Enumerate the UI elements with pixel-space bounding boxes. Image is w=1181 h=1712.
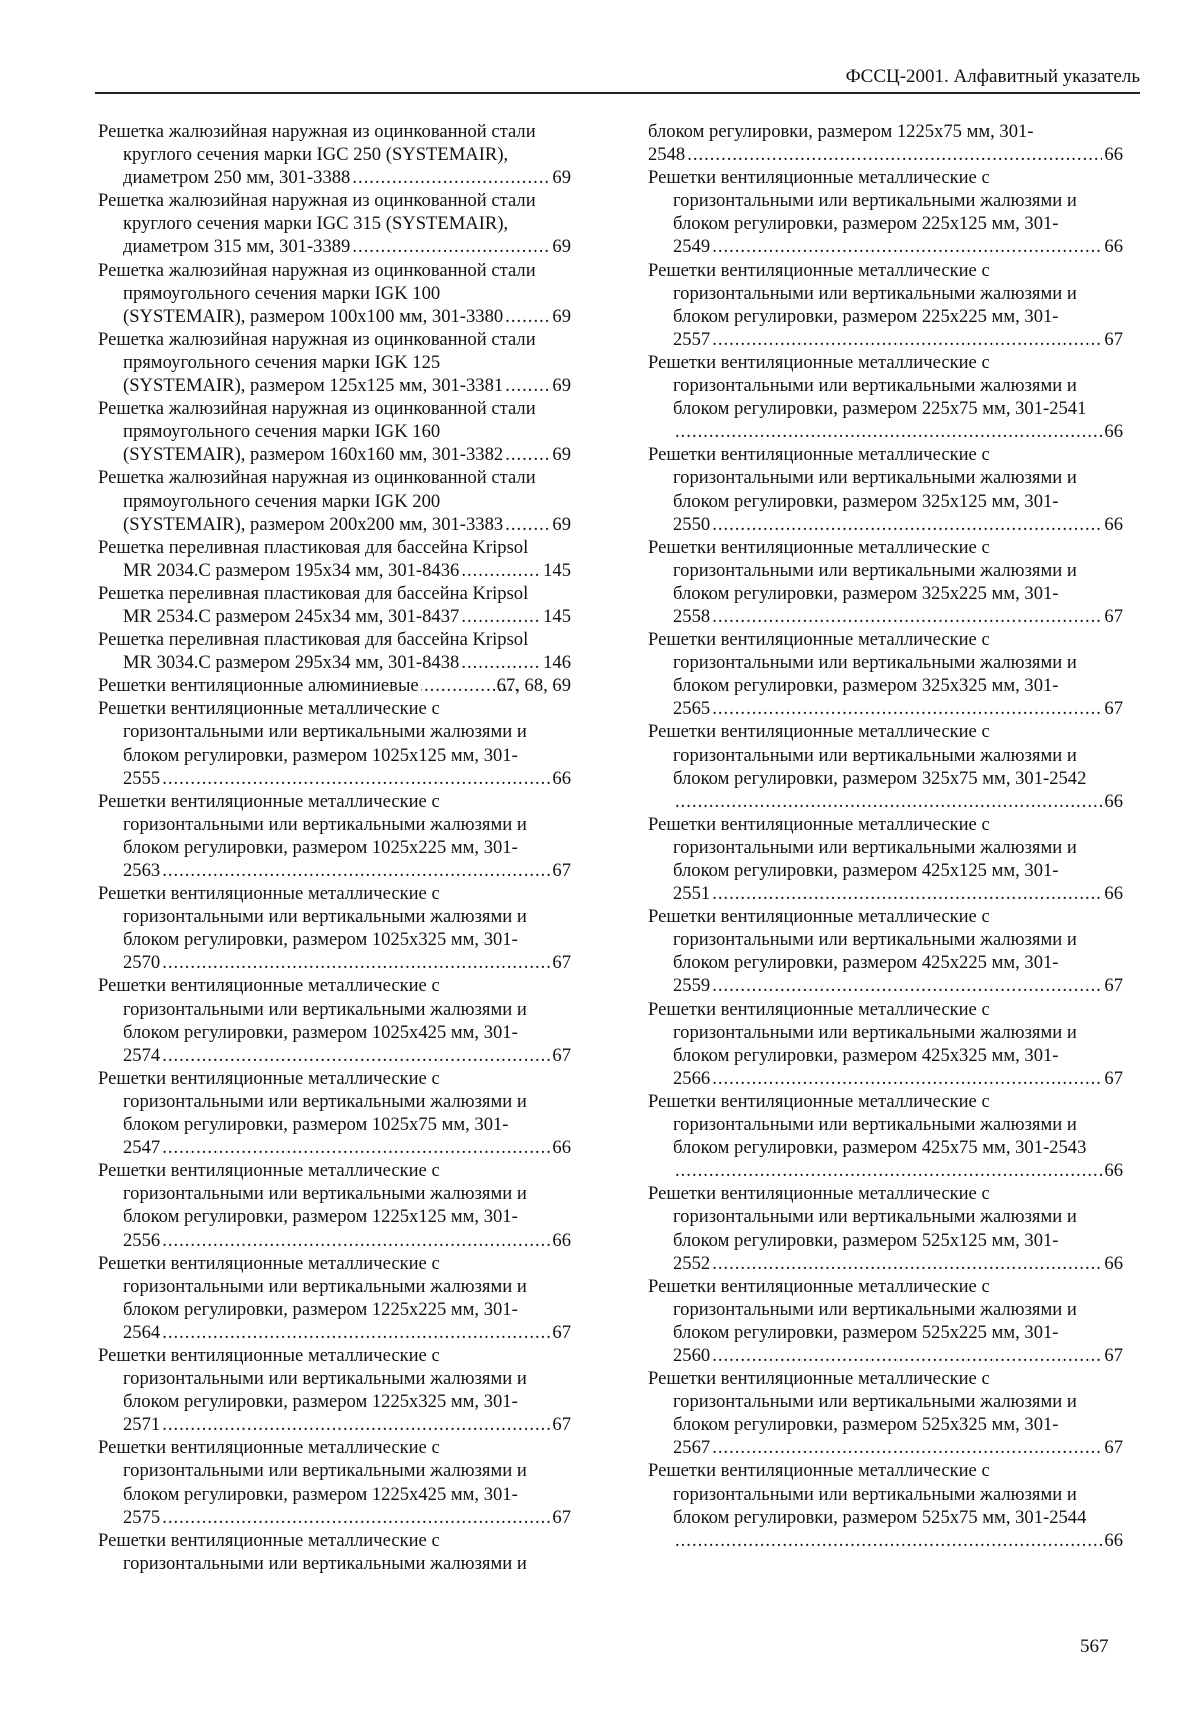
entry-page-ref: 67, 68, 69 — [496, 675, 571, 697]
entry-line: Решетки вентиляционные металлические с — [98, 1067, 440, 1089]
index-entry — [648, 166, 1123, 258]
entry-line: Решетка жалюзийная наружная из оцинкованной стали — [98, 259, 536, 281]
entry-line: горизонтальными или вертикальными жалюзями и — [673, 559, 1077, 581]
entry-line: горизонтальными или вертикальными жалюзями и — [673, 652, 1077, 674]
entry-page-ref: 66 — [552, 1229, 571, 1251]
entry-line: прямоугольного сечения марки IGK 100 — [123, 282, 441, 304]
entry-line: Решетки вентиляционные металлические с — [98, 1252, 440, 1274]
entry-page-ref: 66 — [1104, 1160, 1123, 1182]
entry-line: прямоугольного сечения марки IGK 125 — [123, 351, 441, 373]
dot-leader — [162, 859, 550, 882]
entry-page-ref: 66 — [1104, 144, 1123, 166]
index-entry — [98, 1344, 571, 1436]
entry-line: блоком регулировки, размером 1025x425 мм, 301- — [123, 1021, 518, 1043]
entry-line: горизонтальными или вертикальными жалюзями и — [123, 813, 527, 835]
entry-last-line: 2567 — [673, 1437, 711, 1459]
entry-last-line: 2570 — [123, 952, 161, 974]
entry-line: Решетки вентиляционные металлические с — [648, 536, 990, 558]
entry-last-line: 2574 — [123, 1044, 161, 1066]
entry-page-ref: 69 — [552, 375, 571, 397]
entry-line: блоком регулировки, размером 1225x425 мм, 301- — [123, 1483, 518, 1505]
entry-line: горизонтальными или вертикальными жалюзями и — [673, 1021, 1077, 1043]
entry-leader-line — [648, 143, 1123, 166]
dot-leader — [712, 1252, 1102, 1275]
entry-last-line: (SYSTEMAIR), размером 125x125 мм, 301-3381 — [123, 375, 504, 397]
dot-leader — [352, 166, 550, 189]
entry-line: Решетки вентиляционные металлические с — [648, 351, 990, 373]
entry-line: блоком регулировки, размером 1225x225 мм, 301- — [123, 1298, 518, 1320]
index-entry — [98, 536, 571, 582]
entry-line: блоком регулировки, размером 325x325 мм, 301- — [673, 675, 1059, 697]
index-entry — [648, 1275, 1123, 1367]
entry-last-line: 2556 — [123, 1229, 161, 1251]
entry-page-ref: 67 — [1104, 698, 1123, 720]
entry-line: Решетка жалюзийная наружная из оцинкованной стали — [98, 121, 536, 142]
index-entry — [648, 1090, 1123, 1182]
entry-line: горизонтальными или вертикальными жалюзями и — [673, 282, 1077, 304]
entry-last-line: Решетки вентиляционные алюминиевые — [98, 675, 419, 697]
index-entry — [98, 189, 571, 258]
index-column-left — [98, 120, 571, 1575]
entry-page-ref: 66 — [1104, 513, 1123, 535]
dot-leader — [162, 1044, 550, 1067]
dot-leader — [162, 1413, 550, 1436]
index-column-right — [648, 120, 1123, 1552]
entry-page-ref: 67 — [552, 860, 571, 881]
entry-line: Решетки вентиляционные металлические с — [648, 629, 990, 651]
dot-leader — [675, 790, 1102, 813]
entry-page-ref: 66 — [1104, 421, 1123, 443]
entry-line: круглого сечения марки IGC 315 (SYSTEMAIR), — [123, 213, 509, 235]
entry-page-ref: 145 — [543, 559, 571, 581]
dot-leader — [461, 559, 541, 582]
entry-line: блоком регулировки, размером 1225x125 мм, 301- — [123, 1206, 518, 1228]
index-entry — [648, 905, 1123, 997]
entry-line: Решетка переливная пластиковая для бассейна Kripsol — [98, 582, 529, 604]
index-entry — [648, 1182, 1123, 1274]
index-entry — [98, 397, 571, 466]
entry-line: Решетки вентиляционные металлические с — [648, 1090, 990, 1112]
entry-page-ref: 67 — [1104, 1067, 1123, 1089]
entry-page-ref: 69 — [552, 305, 571, 327]
index-entry — [98, 1529, 571, 1575]
dot-leader — [712, 605, 1102, 628]
entry-page-ref: 66 — [1104, 1529, 1123, 1551]
entry-line: горизонтальными или вертикальными жалюзями и — [673, 929, 1077, 951]
entry-line: горизонтальными или вертикальными жалюзями и — [673, 1206, 1077, 1228]
entry-line: блоком регулировки, размером 1025x75 мм, 301- — [123, 1114, 509, 1136]
entry-leader-line — [123, 374, 571, 397]
entry-line: Решетки вентиляционные металлические с — [98, 1529, 440, 1551]
dot-leader — [162, 1136, 550, 1159]
entry-leader-line — [673, 1252, 1123, 1275]
index-entry — [98, 974, 571, 1066]
entry-page-ref: 67 — [1104, 1344, 1123, 1366]
entry-line: горизонтальными или вертикальными жалюзями и — [123, 1368, 527, 1390]
entry-last-line: (SYSTEMAIR), размером 160x160 мм, 301-3382 — [123, 444, 504, 466]
entry-line: блоком регулировки, размером 325x225 мм, 301- — [673, 582, 1059, 604]
entry-line: Решетки вентиляционные металлические с — [648, 259, 990, 281]
entry-line: блоком регулировки, размером 525x325 мм, 301- — [673, 1414, 1059, 1436]
entry-leader-line — [123, 605, 571, 628]
entry-last-line: 2575 — [123, 1506, 161, 1528]
entry-line: горизонтальными или вертикальными жалюзями и — [673, 836, 1077, 858]
entry-leader-line — [673, 1159, 1123, 1182]
index-entry — [648, 443, 1123, 535]
entry-line: Решетки вентиляционные металлические с — [98, 1160, 440, 1182]
entry-page-ref: 145 — [543, 605, 571, 627]
dot-leader — [505, 374, 550, 397]
entry-last-line: 2558 — [673, 605, 711, 627]
page-number: 567 — [1080, 1636, 1109, 1657]
entry-last-line: 2548 — [648, 144, 686, 166]
entry-line: Решетка жалюзийная наружная из оцинкованной стали — [98, 398, 536, 420]
entry-line: Решетки вентиляционные металлические с — [98, 698, 440, 720]
index-entry — [98, 1067, 571, 1159]
dot-leader — [505, 305, 550, 328]
entry-last-line: 2571 — [123, 1414, 161, 1436]
dot-leader — [505, 513, 550, 536]
entry-last-line: 2559 — [673, 975, 711, 997]
entry-last-line: MR 2534.C размером 245x34 мм, 301-8437 — [123, 605, 460, 627]
entry-line: Решетки вентиляционные металлические с — [648, 1368, 990, 1390]
entry-line: блоком регулировки, размером 325x75 мм, 301-2542 — [673, 767, 1087, 789]
entry-line: горизонтальными или вертикальными жалюзями и — [123, 1552, 527, 1574]
dot-leader — [712, 1436, 1102, 1459]
entry-line: блоком регулировки, размером 425x75 мм, 301-2543 — [673, 1137, 1087, 1159]
entry-leader-line — [123, 1229, 571, 1252]
entry-page-ref: 67 — [552, 1044, 571, 1066]
entry-line: горизонтальными или вертикальными жалюзями и — [123, 1090, 527, 1112]
entry-line: Решетки вентиляционные металлические с — [648, 998, 990, 1020]
entry-line: Решетки вентиляционные металлические с — [98, 790, 440, 812]
dot-leader — [712, 513, 1102, 536]
entry-page-ref: 69 — [552, 513, 571, 535]
entry-line: горизонтальными или вертикальными жалюзями и — [673, 744, 1077, 766]
entry-page-ref: 67 — [1104, 1437, 1123, 1459]
entry-last-line: 2549 — [673, 236, 711, 258]
entry-line: горизонтальными или вертикальными жалюзями и — [673, 375, 1077, 397]
entry-page-ref: 69 — [552, 167, 571, 189]
entry-leader-line — [123, 559, 571, 582]
entry-line: блоком регулировки, размером 525x125 мм, 301- — [673, 1229, 1059, 1251]
entry-line: горизонтальными или вертикальными жалюзями и — [673, 467, 1077, 489]
entry-line: Решетка переливная пластиковая для бассейна Kripsol — [98, 629, 529, 651]
entry-leader-line — [673, 882, 1123, 905]
entry-last-line: 2563 — [123, 860, 161, 881]
entry-last-line: 2555 — [123, 767, 161, 789]
entry-line: Решетки вентиляционные металлические с — [648, 906, 990, 928]
entry-line: Решетка переливная пластиковая для бассейна Kripsol — [98, 536, 529, 558]
entry-line: горизонтальными или вертикальными жалюзями и — [673, 1114, 1077, 1136]
entry-leader-line — [673, 697, 1123, 720]
entry-page-ref: 66 — [1104, 236, 1123, 258]
entry-leader-line — [123, 651, 571, 674]
entry-page-ref: 66 — [1104, 1252, 1123, 1274]
index-entry — [98, 674, 571, 697]
dot-leader — [461, 651, 541, 674]
entry-last-line: диаметром 315 мм, 301-3389 — [123, 236, 351, 258]
entry-line: Решетки вентиляционные металлические с — [648, 167, 990, 189]
entry-page-ref: 69 — [552, 444, 571, 466]
entry-line: блоком регулировки, размером 1025x125 мм, 301- — [123, 744, 518, 766]
entry-leader-line — [673, 420, 1123, 443]
entry-leader-line — [123, 859, 571, 882]
entry-last-line: (SYSTEMAIR), размером 100x100 мм, 301-3380 — [123, 305, 504, 327]
entry-leader-line — [123, 443, 571, 466]
entry-line: круглого сечения марки IGC 250 (SYSTEMAIR), — [123, 144, 509, 166]
entry-last-line: диаметром 250 мм, 301-3388 — [123, 167, 351, 189]
dot-leader — [675, 1159, 1102, 1182]
entry-line: Решетки вентиляционные металлические с — [98, 975, 440, 997]
index-entry — [648, 120, 1123, 166]
entry-line: горизонтальными или вертикальными жалюзями и — [123, 998, 527, 1020]
index-entry — [98, 882, 571, 974]
index-entry — [648, 813, 1123, 905]
entry-page-ref: 67 — [1104, 975, 1123, 997]
index-entry — [98, 466, 571, 535]
entry-last-line: MR 2034.C размером 195x34 мм, 301-8436 — [123, 559, 460, 581]
entry-line: горизонтальными или вертикальными жалюзями и — [123, 721, 527, 743]
entry-last-line: 2551 — [673, 883, 711, 905]
entry-leader-line — [673, 974, 1123, 997]
running-header — [95, 66, 1140, 94]
entry-line: Решетки вентиляционные металлические с — [648, 721, 990, 743]
entry-line: блоком регулировки, размером 525x225 мм, 301- — [673, 1321, 1059, 1343]
entry-line: Решетки вентиляционные металлические с — [648, 1275, 990, 1297]
entry-last-line: 2552 — [673, 1252, 711, 1274]
entry-page-ref: 66 — [552, 767, 571, 789]
dot-leader — [675, 420, 1102, 443]
index-entry — [98, 582, 571, 628]
entry-last-line: 2565 — [673, 698, 711, 720]
entry-leader-line — [123, 166, 571, 189]
index-entry — [98, 790, 571, 882]
entry-leader-line — [123, 513, 571, 536]
entry-line: блоком регулировки, размером 425x125 мм, 301- — [673, 860, 1059, 881]
entry-page-ref: 66 — [1104, 883, 1123, 905]
entry-leader-line — [673, 513, 1123, 536]
entry-line: горизонтальными или вертикальными жалюзями и — [123, 1460, 527, 1482]
index-entry — [648, 536, 1123, 628]
entry-leader-line — [123, 1413, 571, 1436]
entry-page-ref: 66 — [1104, 790, 1123, 812]
entry-line: блоком регулировки, размером 325x125 мм, 301- — [673, 490, 1059, 512]
dot-leader — [712, 328, 1102, 351]
entry-page-ref: 67 — [552, 1506, 571, 1528]
dot-leader — [712, 235, 1102, 258]
dot-leader — [162, 1321, 550, 1344]
entry-line: блоком регулировки, размером 1025x325 мм, 301- — [123, 929, 518, 951]
entry-last-line: 2557 — [673, 328, 711, 350]
dot-leader — [162, 1229, 550, 1252]
index-entry — [98, 1159, 571, 1251]
dot-leader — [675, 1529, 1102, 1552]
entry-line: Решетка жалюзийная наружная из оцинкованной стали — [98, 467, 536, 489]
entry-page-ref: 67 — [552, 1414, 571, 1436]
dot-leader — [712, 1344, 1102, 1367]
entry-line: Решетка жалюзийная наружная из оцинкованной стали — [98, 190, 536, 212]
entry-line: блоком регулировки, размером 425x225 мм, 301- — [673, 952, 1059, 974]
entry-line: Решетки вентиляционные металлические с — [648, 1460, 990, 1482]
entry-leader-line — [123, 1136, 571, 1159]
index-entry — [648, 1367, 1123, 1459]
entry-line: блоком регулировки, размером 525x75 мм, 301-2544 — [673, 1506, 1087, 1528]
entry-line: горизонтальными или вертикальными жалюзями и — [673, 1298, 1077, 1320]
index-entry — [98, 697, 571, 789]
entry-line: Решетки вентиляционные металлические с — [98, 1437, 440, 1459]
entry-line: горизонтальными или вертикальными жалюзями и — [123, 906, 527, 928]
entry-line: блоком регулировки, размером 1225x325 мм, 301- — [123, 1391, 518, 1413]
entry-line: горизонтальными или вертикальными жалюзями и — [123, 1275, 527, 1297]
entry-line: блоком регулировки, размером 225x75 мм, 301-2541 — [673, 398, 1087, 420]
entry-page-ref: 67 — [552, 1321, 571, 1343]
header-title: ФССЦ-2001. Алфавитный указатель — [845, 66, 1140, 87]
index-entry — [648, 351, 1123, 443]
entry-line: Решетка жалюзийная наружная из оцинкованной стали — [98, 328, 536, 350]
entry-page-ref: 146 — [543, 652, 571, 674]
entry-leader-line — [673, 235, 1123, 258]
index-entry — [98, 628, 571, 674]
entry-page-ref: 66 — [552, 1137, 571, 1159]
entry-line: блоком регулировки, размером 1225x75 мм, 301- — [648, 121, 1034, 142]
index-entry — [648, 259, 1123, 351]
entry-line: Решетки вентиляционные металлические с — [98, 883, 440, 905]
entry-leader-line — [673, 605, 1123, 628]
entry-line: Решетки вентиляционные металлические с — [648, 813, 990, 835]
entry-last-line: 2566 — [673, 1067, 711, 1089]
entry-leader-line — [98, 674, 571, 697]
entry-line: горизонтальными или вертикальными жалюзями и — [123, 1183, 527, 1205]
entry-leader-line — [123, 1321, 571, 1344]
entry-leader-line — [123, 951, 571, 974]
entry-leader-line — [123, 305, 571, 328]
index-entry — [648, 628, 1123, 720]
entry-line: Решетки вентиляционные металлические с — [648, 444, 990, 466]
entry-leader-line — [123, 1506, 571, 1529]
entry-page-ref: 67 — [1104, 605, 1123, 627]
entry-line: прямоугольного сечения марки IGK 160 — [123, 421, 441, 443]
dot-leader — [712, 697, 1102, 720]
entry-last-line: 2560 — [673, 1344, 711, 1366]
entry-page-ref: 67 — [1104, 328, 1123, 350]
entry-page-ref: 69 — [552, 236, 571, 258]
index-entry — [98, 1252, 571, 1344]
index-entry — [98, 1436, 571, 1528]
entry-last-line: 2550 — [673, 513, 711, 535]
entry-leader-line — [673, 1344, 1123, 1367]
entry-leader-line — [123, 767, 571, 790]
index-entry — [98, 120, 571, 189]
entry-line: горизонтальными или вертикальными жалюзями и — [673, 1483, 1077, 1505]
entry-leader-line — [673, 1529, 1123, 1552]
dot-leader — [712, 1067, 1102, 1090]
entry-leader-line — [673, 790, 1123, 813]
entry-line: блоком регулировки, размером 225x125 мм, 301- — [673, 213, 1059, 235]
entry-leader-line — [673, 1067, 1123, 1090]
entry-last-line: MR 3034.C размером 295x34 мм, 301-8438 — [123, 652, 460, 674]
index-entry — [648, 1459, 1123, 1551]
dot-leader — [352, 235, 550, 258]
entry-last-line: (SYSTEMAIR), размером 200x200 мм, 301-3383 — [123, 513, 504, 535]
index-entry — [98, 259, 571, 328]
entry-line: горизонтальными или вертикальными жалюзями и — [673, 190, 1077, 212]
dot-leader — [712, 882, 1102, 905]
entry-line: прямоугольного сечения марки IGK 200 — [123, 490, 441, 512]
entry-last-line: 2547 — [123, 1137, 161, 1159]
entry-line: Решетки вентиляционные металлические с — [648, 1183, 990, 1205]
dot-leader — [162, 1506, 550, 1529]
entry-line: блоком регулировки, размером 425x325 мм, 301- — [673, 1044, 1059, 1066]
entry-leader-line — [673, 1436, 1123, 1459]
dot-leader — [505, 443, 550, 466]
dot-leader — [687, 143, 1102, 166]
entry-leader-line — [123, 1044, 571, 1067]
dot-leader — [712, 974, 1102, 997]
index-entry — [98, 328, 571, 397]
entry-last-line: 2564 — [123, 1321, 161, 1343]
entry-leader-line — [673, 328, 1123, 351]
index-entry — [648, 720, 1123, 812]
entry-line: горизонтальными или вертикальными жалюзями и — [673, 1391, 1077, 1413]
entry-line: блоком регулировки, размером 1025x225 мм, 301- — [123, 836, 518, 858]
dot-leader — [162, 767, 550, 790]
entry-line: Решетки вентиляционные металлические с — [98, 1344, 440, 1366]
entry-leader-line — [123, 235, 571, 258]
dot-leader — [461, 605, 541, 628]
entry-page-ref: 67 — [552, 952, 571, 974]
entry-line: блоком регулировки, размером 225x225 мм, 301- — [673, 305, 1059, 327]
index-entry — [648, 998, 1123, 1090]
dot-leader — [162, 951, 550, 974]
